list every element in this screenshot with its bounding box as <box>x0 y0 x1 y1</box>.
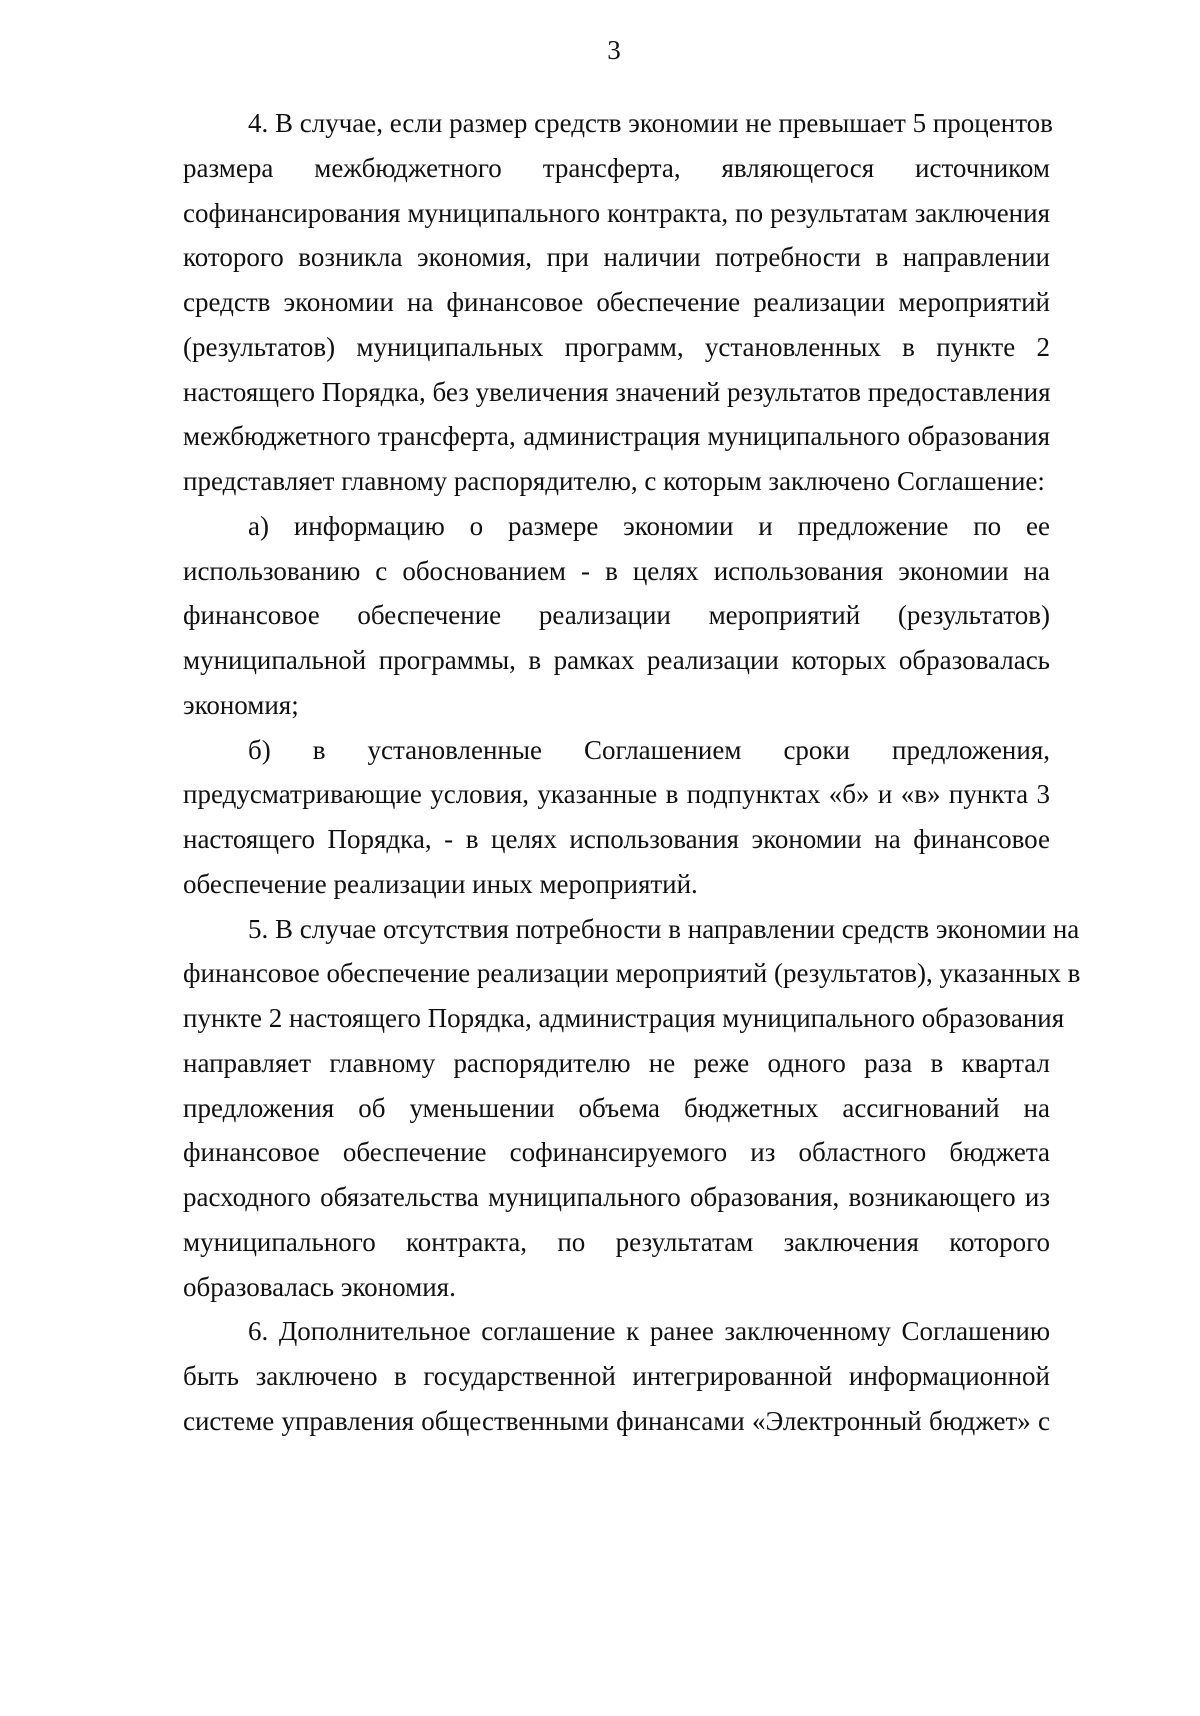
paragraph-2-line: а) информацию о размере экономии и предложение по ее <box>248 510 1050 541</box>
paragraph-4-line: муниципального контракта, по результатам заключения которого <box>183 1226 1050 1257</box>
paragraph-1-line: представляет главному распорядителю, с которым заключено Соглашение: <box>183 466 1045 496</box>
paragraph-4-line: направляет главному распорядителю не реже одного раза в квартал <box>183 1047 1050 1078</box>
paragraph-4-line: образовалась экономия. <box>183 1271 456 1302</box>
paragraph-1-line: которого возникла экономия, при наличии потребности в направлении <box>183 242 1050 273</box>
paragraph-2-line: использованию с обоснованием - в целях использования экономии на <box>183 555 1050 586</box>
paragraph-5-line: 6. Дополнительное соглашение к ранее заключенному Соглашению <box>248 1316 1050 1347</box>
paragraph-4-line: предложения об уменьшении объема бюджетных ассигнований на <box>183 1092 1050 1123</box>
paragraph-3-line: настоящего Порядка, - в целях использования экономии на финансовое <box>183 824 1050 854</box>
paragraph-3-line: обеспечение реализации иных мероприятий. <box>183 868 698 899</box>
paragraph-4-line: пункте 2 настоящего Порядка, администрация муниципального образования <box>183 1003 1065 1033</box>
paragraph-4-line: финансовое обеспечение софинансируемого из областного бюджета <box>183 1137 1050 1168</box>
paragraph-2-line: муниципальной программы, в рамках реализации которых образовалась <box>183 645 1050 675</box>
paragraph-2-line: финансовое обеспечение реализации мероприятий (результатов) <box>183 600 1050 631</box>
paragraph-1-line: средств экономии на финансовое обеспечение реализации мероприятий <box>183 287 1050 317</box>
paragraph-4-line: расходного обязательства муниципального образования, возникающего из <box>183 1182 1050 1212</box>
paragraph-5-line: быть заключено в государственной интегрированной информационной <box>183 1361 1050 1391</box>
paragraph-1-line: (результатов) муниципальных программ, установленных в пункте 2 <box>183 331 1050 362</box>
paragraph-1-line: размера межбюджетного трансферта, являющегося источником <box>183 152 1050 183</box>
paragraph-2-line: экономия; <box>183 689 299 720</box>
paragraph-5-line: системе управления общественными финансами «Электронный бюджет» с <box>183 1405 1050 1436</box>
paragraph-4-line: финансовое обеспечение реализации мероприятий (результатов), указанных в <box>183 958 1081 989</box>
paragraph-3-line: б) в установленные Соглашением сроки предложения, <box>248 734 1050 765</box>
paragraph-4-line: 5. В случае отсутствия потребности в направлении средств экономии на <box>248 913 1080 944</box>
paragraph-1-line: 4. В случае, если размер средств экономии не превышает 5 процентов <box>248 108 1053 138</box>
page-number: 3 <box>607 35 621 65</box>
paragraph-1-line: межбюджетного трансферта, администрация муниципального образования <box>183 421 1050 452</box>
paragraph-1-line: софинансирования муниципального контракта, по результатам заключения <box>183 197 1050 228</box>
paragraph-3-line: предусматривающие условия, указанные в подпунктах «б» и «в» пункта 3 <box>183 779 1050 810</box>
paragraph-1-line: настоящего Порядка, без увеличения значений результатов предоставления <box>183 376 1051 407</box>
